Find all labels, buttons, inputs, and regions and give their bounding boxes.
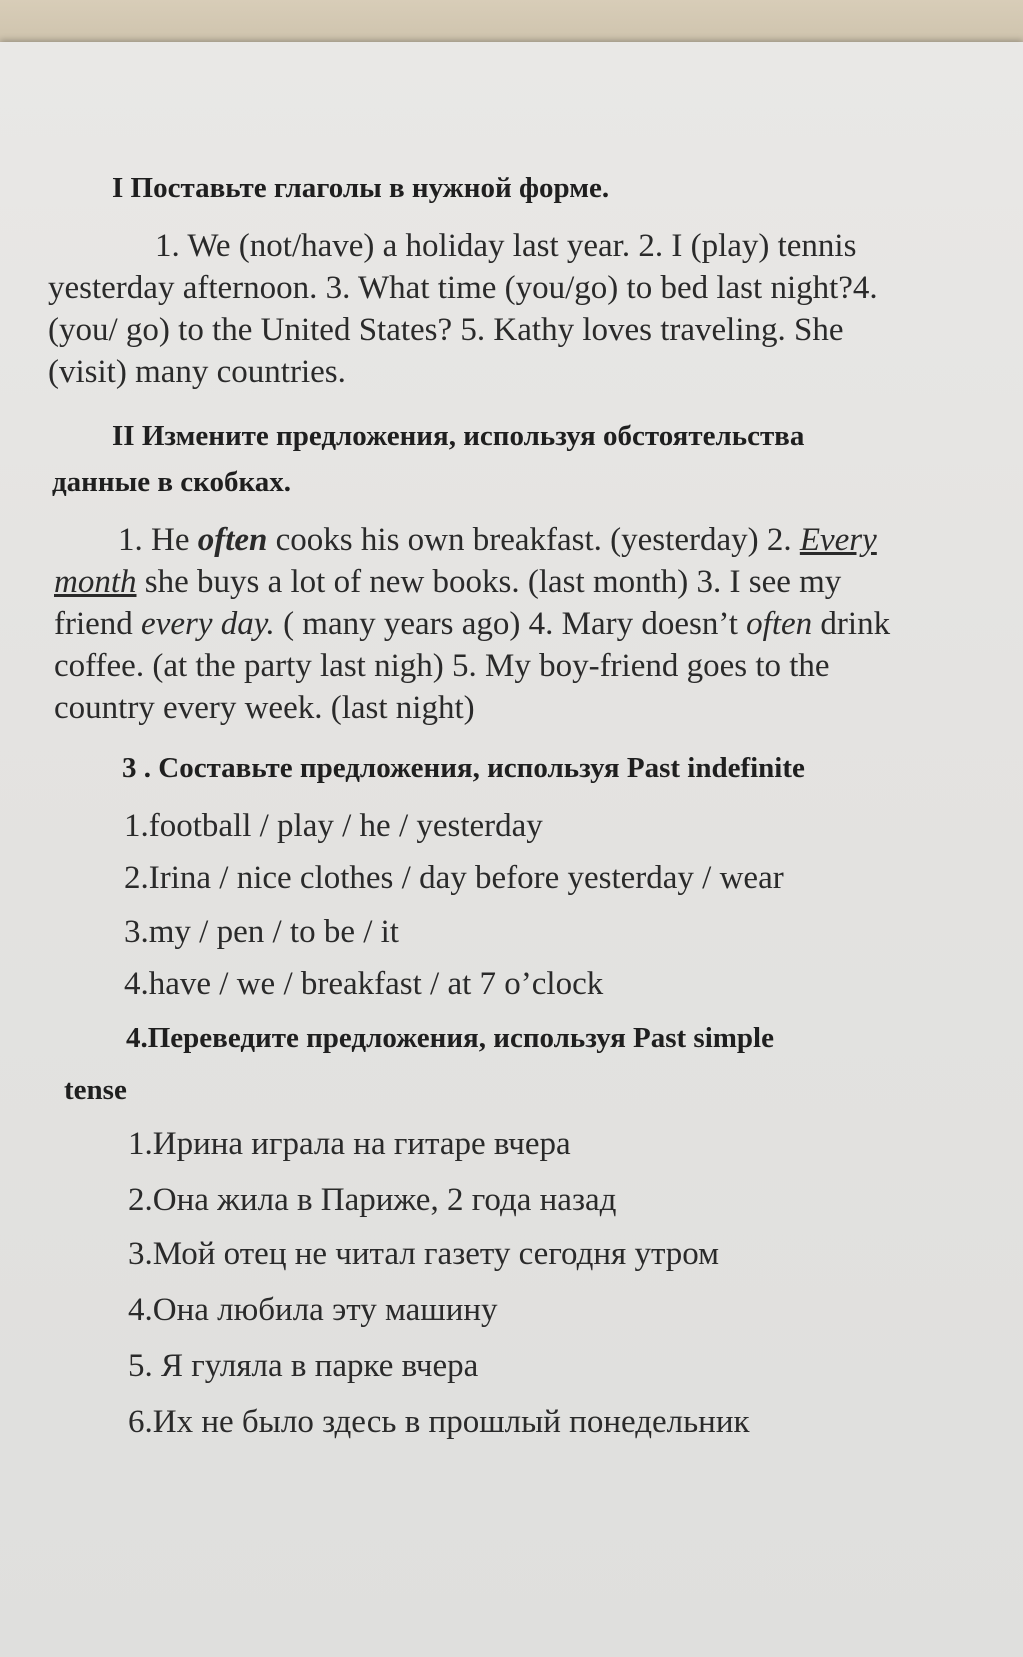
section-2-line: country every week. (last night) xyxy=(54,690,475,726)
section-2-heading-cont: данные в скобках. xyxy=(52,466,291,498)
text-run: drink xyxy=(812,606,891,642)
section-2-line xyxy=(54,562,841,602)
section-3-item: 1.football / play / he / yesterday xyxy=(124,808,543,844)
section-4-item: 1.Ирина играла на гитаре вчера xyxy=(128,1126,571,1162)
section-4-item: 4.Она любила эту машину xyxy=(128,1292,498,1328)
emphasis-every-day: every day. xyxy=(141,606,275,642)
text-run: cooks his own breakfast. (yesterday) 2. xyxy=(267,522,800,558)
section-4-heading: 4.Переведите предложения, используя Past simple xyxy=(126,1022,774,1054)
text-run: ( many years ago) 4. Mary doesn’t xyxy=(274,606,747,642)
section-2-line xyxy=(54,604,890,644)
section-4-item: 3.Мой отец не читал газету сегодня утром xyxy=(128,1236,720,1272)
text-run: friend xyxy=(54,606,142,642)
section-3-item: 2.Irina / nice clothes / day before yesterday / wear xyxy=(124,860,784,896)
section-4-heading-cont: tense xyxy=(64,1074,127,1106)
section-3-heading: 3 . Составьте предложения, используя Past indefinite xyxy=(122,752,805,784)
section-1-line: yesterday afternoon. 3. What time (you/go) to bed last night?4. xyxy=(48,270,878,306)
text-run: 1. He xyxy=(118,522,198,558)
section-1-line: (you/ go) to the United States? 5. Kathy loves traveling. She xyxy=(48,312,844,348)
section-3-item: 3.my / pen / to be / it xyxy=(124,914,399,950)
text-run: she buys a lot of new books. (last month) 3. I see my xyxy=(136,564,842,600)
section-4-item: 5. Я гуляла в парке вчера xyxy=(128,1348,479,1384)
section-1-line: 1. We (not/have) a holiday last year. 2. I (play) tennis xyxy=(155,228,857,264)
section-3-item: 4.have / we / breakfast / at 7 o’clock xyxy=(124,966,604,1002)
section-1-line: (visit) many countries. xyxy=(48,354,346,390)
emphasis-often: often xyxy=(197,522,268,558)
section-4-item: 2.Она жила в Париже, 2 года назад xyxy=(128,1182,617,1218)
emphasis-every: Every xyxy=(799,522,877,558)
emphasis-often: often xyxy=(746,606,813,642)
section-2-line: coffee. (at the party last nigh) 5. My boy-friend goes to the xyxy=(54,648,830,684)
section-2-line xyxy=(118,520,877,560)
section-2-heading: II Измените предложения, используя обстоятельства xyxy=(112,420,805,452)
section-4-item: 6.Их не было здесь в прошлый понедельник xyxy=(128,1404,750,1440)
emphasis-month: month xyxy=(54,564,137,600)
section-1-heading: I Поставьте глаголы в нужной форме. xyxy=(112,172,610,204)
